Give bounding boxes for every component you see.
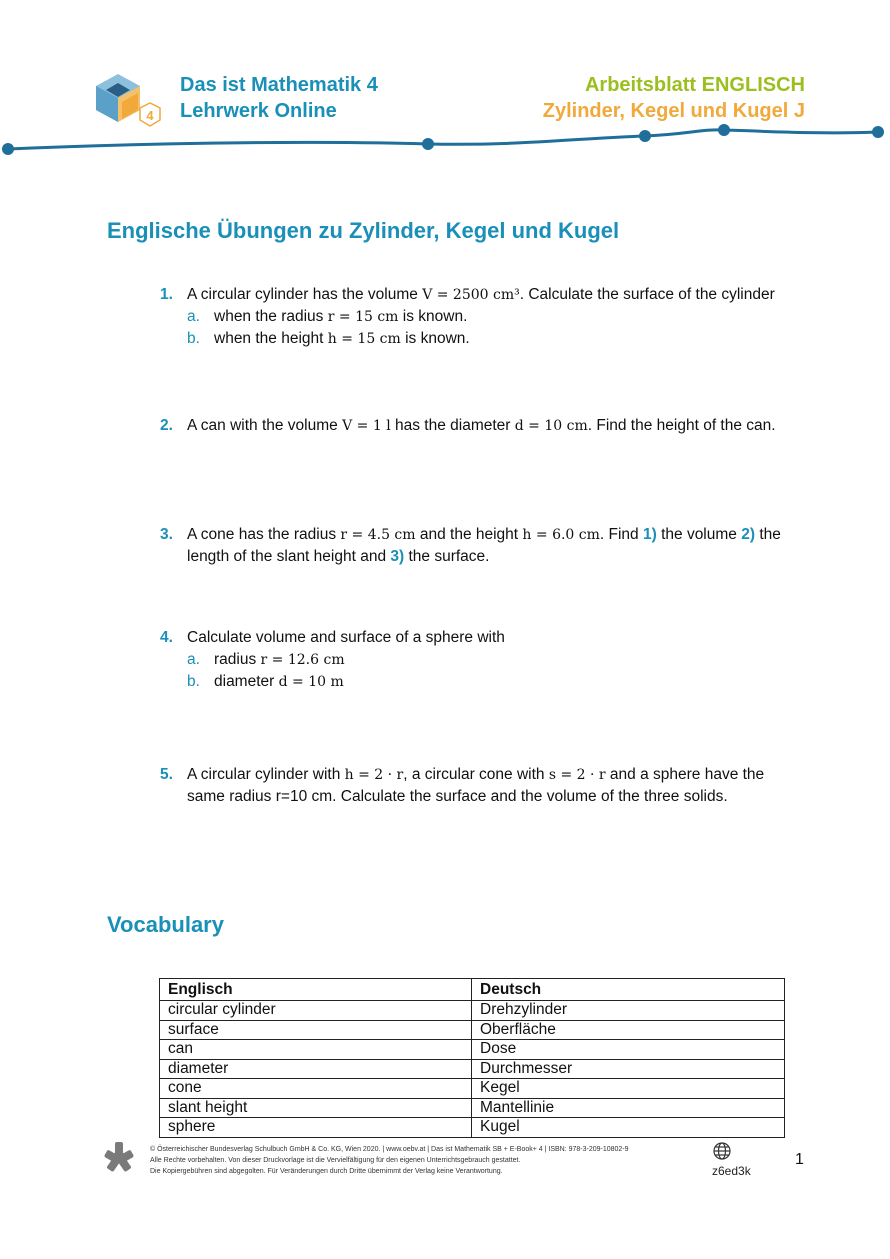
term-german: Drehzylinder: [472, 1001, 785, 1021]
exercise-4: [160, 627, 785, 693]
subtask-a: [187, 306, 785, 328]
page-number: 1: [795, 1151, 804, 1168]
term-english: surface: [160, 1020, 472, 1040]
term-english: cone: [160, 1079, 472, 1099]
math-expression: d = 10 cm: [514, 418, 588, 434]
sheet-type: Arbeitsblatt ENGLISCH: [584, 74, 805, 96]
exercise-text: the surface.: [404, 548, 490, 565]
publisher-star-icon: [104, 1141, 134, 1173]
exercise-3: [160, 524, 785, 568]
subtask-text: when the radius: [214, 308, 328, 325]
book-title-block: [180, 72, 378, 124]
table-header-row: [160, 979, 785, 1001]
table-row: [160, 1020, 785, 1040]
math-expression: s = 2 · r: [548, 767, 606, 783]
table-row: [160, 1118, 785, 1138]
exercise-1: [160, 284, 785, 350]
math-expression: V = 1 l: [342, 418, 391, 434]
exercise-text: A cone has the radius: [187, 526, 341, 543]
subtask-letter: b.: [187, 673, 200, 690]
exercise-text: has the diameter: [390, 417, 515, 434]
exercise-text: Calculate volume and surface of a sphere with: [187, 629, 505, 646]
term-english: sphere: [160, 1118, 472, 1138]
term-german: Durchmesser: [472, 1059, 785, 1079]
page-title: Englische Übungen zu Zylinder, Kegel und Kugel: [107, 218, 620, 243]
wave-divider: [0, 118, 890, 163]
exercise-text: A circular cylinder has the volume: [187, 286, 423, 303]
term-english: slant height: [160, 1098, 472, 1118]
subtask-b: [187, 671, 785, 693]
sheet-title-block: [543, 72, 805, 124]
subtask-letter: a.: [187, 308, 200, 325]
math-expression: r = 12.6 cm: [260, 652, 345, 668]
math-expression: V = 2500 cm³: [422, 287, 520, 303]
math-expression: r = 15 cm: [327, 309, 399, 325]
exercise-text: . Find the height of the can.: [587, 417, 776, 434]
exercise-text: and the height: [415, 526, 523, 543]
exercise-text: , a circular cone with: [403, 766, 549, 783]
subtask-text: is known.: [398, 308, 468, 325]
term-german: Dose: [472, 1040, 785, 1060]
exercise-text: . Find: [599, 526, 643, 543]
table-row: [160, 1059, 785, 1079]
term-german: Mantellinie: [472, 1098, 785, 1118]
column-header-english: Englisch: [160, 979, 472, 1001]
part-marker: 3): [390, 548, 405, 565]
table-row: [160, 1001, 785, 1021]
logo-number: 4: [146, 108, 154, 123]
subtask-text: diameter: [214, 673, 279, 690]
book-title: Das ist Mathematik 4: [180, 74, 378, 96]
exercise-text: . Calculate the surface of the cylinder: [519, 286, 775, 303]
column-header-german: Deutsch: [472, 979, 785, 1001]
subtask-b: [187, 328, 785, 350]
copyright-notice: [150, 1144, 710, 1177]
term-english: can: [160, 1040, 472, 1060]
subtask-letter: b.: [187, 330, 200, 347]
book-subtitle: Lehrwerk Online: [180, 100, 337, 122]
exercise-number: 3.: [160, 526, 173, 543]
term-german: Oberfläche: [472, 1020, 785, 1040]
copyright-line: Alle Rechte vorbehalten. Von dieser Druckvorlage ist die Vervielfältigung für den eigenen Unterrichtsgebrauch gestattet.: [150, 1157, 521, 1164]
vocabulary-table: [159, 978, 785, 1138]
exercise-text: the volume: [656, 526, 742, 543]
vocabulary-heading: Vocabulary: [107, 912, 224, 937]
subtask-a: [187, 649, 785, 671]
table-row: [160, 1040, 785, 1060]
table-row: [160, 1079, 785, 1099]
exercise-text: and a sphere have the same radius r=10 cm. Calculate the surface and the volume of the three solids.: [187, 766, 765, 805]
part-marker: 2): [741, 526, 756, 543]
term-english: diameter: [160, 1059, 472, 1079]
term-german: Kugel: [472, 1118, 785, 1138]
exercise-number: 4.: [160, 629, 173, 646]
subtask-letter: a.: [187, 651, 200, 668]
table-row: [160, 1098, 785, 1118]
math-expression: d = 10 m: [278, 674, 344, 690]
exercise-text: A circular cylinder with: [187, 766, 345, 783]
math-expression: h = 6.0 cm: [522, 527, 600, 543]
exercise-number: 1.: [160, 286, 173, 303]
copyright-line: Die Kopiergebühren sind abgegolten. Für Veränderungen durch Dritte übernimmt der Verlag keine Verantwortung.: [150, 1168, 503, 1175]
part-marker: 1): [642, 526, 657, 543]
subtask-text: radius: [214, 651, 261, 668]
exercise-text: the length of the slant height and: [187, 526, 781, 565]
math-expression: h = 2 · r: [344, 767, 404, 783]
exercise-5: [160, 764, 785, 808]
globe-icon: [712, 1141, 732, 1161]
exercise-number: 2.: [160, 417, 173, 434]
exercise-number: 5.: [160, 766, 173, 783]
math-expression: r = 4.5 cm: [340, 527, 416, 543]
sheet-topic: Zylinder, Kegel und Kugel J: [542, 100, 805, 122]
exercise-text: A can with the volume: [187, 417, 343, 434]
term-german: Kegel: [472, 1079, 785, 1099]
copyright-line: © Österreichischer Bundesverlag Schulbuch GmbH & Co. KG, Wien 2020. | www.oebv.at | Das ist Mathematik SB + E-Book+ 4 | ISBN: 978-3-209-10802-9: [150, 1146, 629, 1153]
math-expression: h = 15 cm: [327, 331, 401, 347]
term-english: circular cylinder: [160, 1001, 472, 1021]
subtask-text: when the height: [214, 330, 328, 347]
online-code: z6ed3k: [712, 1164, 751, 1178]
exercise-2: [160, 415, 785, 437]
subtask-text: is known.: [400, 330, 470, 347]
